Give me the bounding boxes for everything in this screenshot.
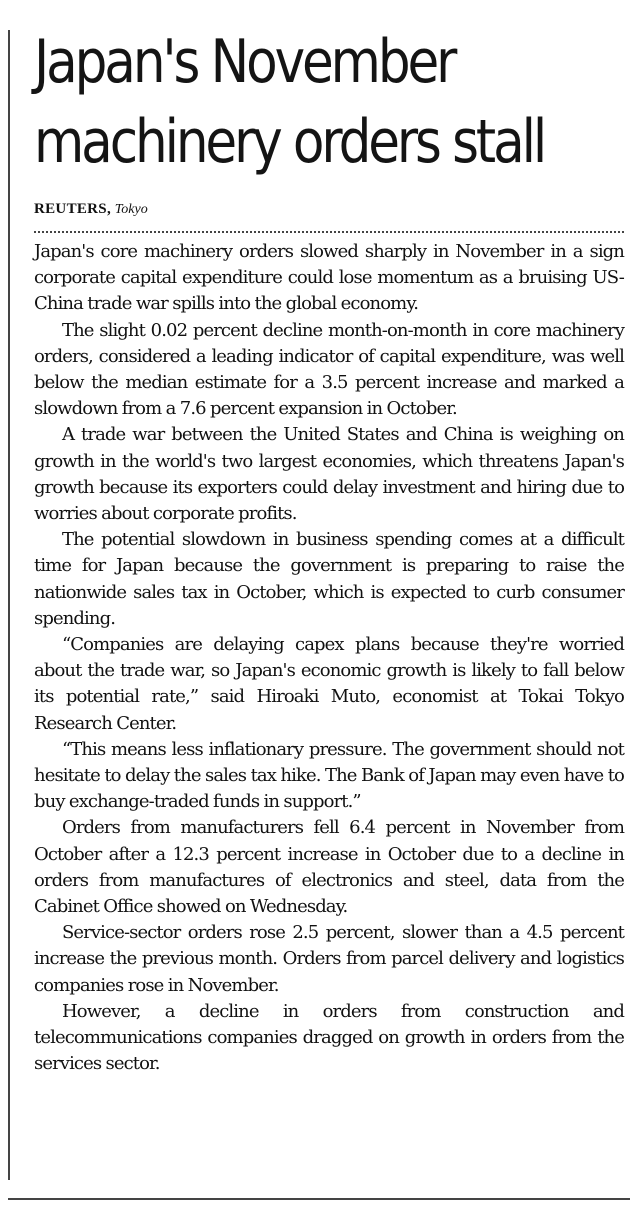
byline-agency: REUTERS, — [34, 201, 112, 217]
paragraph-8: Service-sector orders rose 2.5 percent, slower than a 4.5 percent increase the previous month. Orders from parcel delivery and logistics companies rose in November. — [34, 922, 624, 996]
headline — [34, 22, 545, 182]
headline-line-2: machinery orders stall — [34, 107, 545, 177]
paragraph-1: Japan's core machinery orders slowed sharply in November in a sign corporate capital expenditure could lose momentum as a bruising US-China trade war spills into the global economy. — [34, 241, 624, 315]
byline — [34, 200, 624, 219]
news-article — [34, 22, 624, 1078]
article-body — [34, 239, 624, 1078]
column-bottom-rule — [8, 1198, 630, 1200]
paragraph-7: Orders from manufacturers fell 6.4 percent in November from October after a 12.3 percent increase in October due to a decline in orders from manufactures of electronics and steel, data from the Cabinet Office showed on Wednesday. — [34, 817, 624, 918]
column-left-rule — [8, 30, 10, 1180]
paragraph-6: “This means less inflationary pressure. The government should not hesitate to delay the sales tax hike. The Bank of Japan may even have to buy exchange-traded funds in support.” — [34, 738, 624, 813]
paragraph-3: A trade war between the United States and China is weighing on growth in the world's two largest economies, which threatens Japan's growth because its exporters could delay investment and hiring due to worries about corporate profits. — [34, 424, 624, 525]
headline-line-1: Japan's November — [34, 27, 455, 97]
dotted-divider — [34, 231, 624, 233]
paragraph-5: “Companies are delaying capex plans because they're worried about the trade war, so Japan's economic growth is likely to fall below its potential rate,” said Hiroaki Muto, economist at Tokai Tokyo Research Center. — [34, 634, 624, 734]
paragraph-9: However, a decline in orders from construction and telecommunications companies dragged on growth in orders from the services sector. — [34, 1000, 624, 1075]
paragraph-2: The slight 0.02 percent decline month-on-month in core machinery orders, considered a leading indicator of capital expenditure, was well below the median estimate for a 3.5 percent increase and marked a slowdown from a 7.6 percent expansion in October. — [34, 319, 624, 420]
paragraph-4: The potential slowdown in business spending comes at a difficult time for Japan because the government is preparing to raise the nationwide sales tax in October, which is expected to curb consumer spending. — [34, 529, 624, 629]
byline-place: Tokyo — [114, 202, 148, 217]
